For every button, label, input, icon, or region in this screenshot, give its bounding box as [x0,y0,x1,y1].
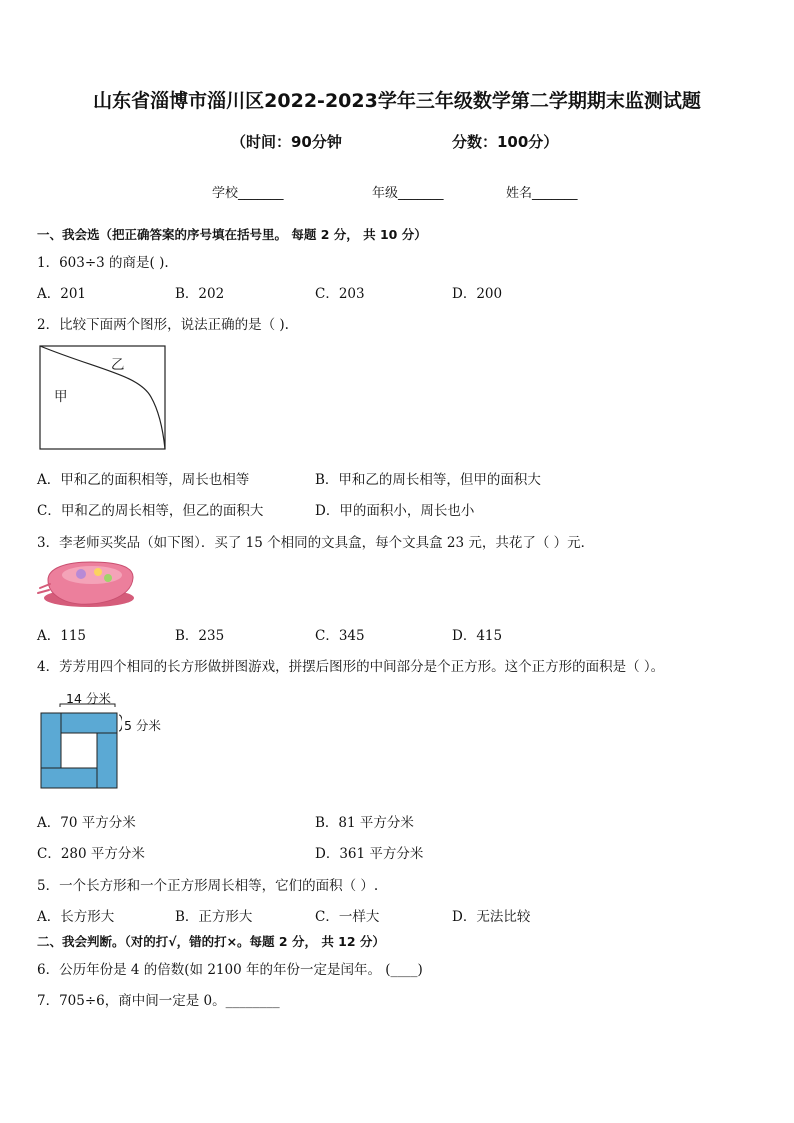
square-puzzle-figure [40,703,122,789]
question-5: 5．一个长方形和一个正方形周长相等，它们的面积（ ）. [37,878,379,894]
q3-option-d[interactable]: D．415 [452,628,503,644]
exam-time: （时间：90分钟 [231,133,342,151]
q3-option-b[interactable]: B．235 [175,628,225,644]
question-7: 7．705÷6，商中间一定是 0。________ [37,993,280,1009]
q5-option-a[interactable]: A．长方形大 [37,909,115,925]
school-field[interactable]: 学校_______ [212,186,284,201]
q5-option-c[interactable]: C．一样大 [315,909,380,925]
q4-option-b[interactable]: B．81 平方分米 [315,815,414,831]
exam-score: 分数：100分） [452,133,559,151]
q4-option-d[interactable]: D．361 平方分米 [315,846,424,862]
question-6: 6．公历年份是 4 的倍数(如 2100 年的年份一定是闰年。 (____) [37,962,423,978]
question-1: 1．603÷3 的商是( ). [37,255,169,271]
question-2: 2．比较下面两个图形，说法正确的是（ ). [37,317,289,333]
question-3: 3．李老师买奖品（如下图）．买了 15 个相同的文具盒，每个文具盒 23 元，共花了（ ）元． [37,535,595,551]
q1-option-c[interactable]: C．203 [315,286,365,302]
q2-option-d[interactable]: D．甲的面积小，周长也小 [315,503,475,519]
q4-option-c[interactable]: C．280 平方分米 [37,846,145,862]
width-label: 14 分米 [66,691,111,706]
q5-option-b[interactable]: B．正方形大 [175,909,253,925]
pencil-case-image [36,558,138,612]
page-title: 山东省淄博市淄川区2022-2023学年三年级数学第二学期期末监测试题 [93,90,701,112]
q1-option-d[interactable]: D．200 [452,286,503,302]
q3-option-c[interactable]: C．345 [315,628,365,644]
q5-option-d[interactable]: D．无法比较 [452,909,531,925]
q3-option-a[interactable]: A．115 [37,628,87,644]
q2-option-b[interactable]: B．甲和乙的周长相等，但甲的面积大 [315,472,541,488]
section-1-title: 一、我会选（把正确答案的序号填在括号里。 每题 2 分， 共 10 分） [37,227,427,242]
name-field[interactable]: 姓名_______ [506,186,578,201]
q2-option-c[interactable]: C．甲和乙的周长相等，但乙的面积大 [37,503,264,519]
q1-option-a[interactable]: A．201 [37,286,87,302]
section-2-title: 二、我会判断。（对的打√，错的打×。每题 2 分， 共 12 分） [37,934,385,949]
q2-option-a[interactable]: A．甲和乙的面积相等，周长也相等 [37,472,250,488]
question-4: 4．芳芳用四个相同的长方形做拼图游戏，拼摆后图形的中间部分是个正方形。这个正方形的面积是（ ）。 [37,659,665,675]
grade-field[interactable]: 年级_______ [372,186,444,201]
figure-label-jia: 甲 [54,389,68,405]
height-label: 5 分米 [124,718,161,733]
figure-label-yi: 乙 [111,357,125,373]
q1-option-b[interactable]: B．202 [175,286,225,302]
q4-option-a[interactable]: A．70 平方分米 [37,815,136,831]
